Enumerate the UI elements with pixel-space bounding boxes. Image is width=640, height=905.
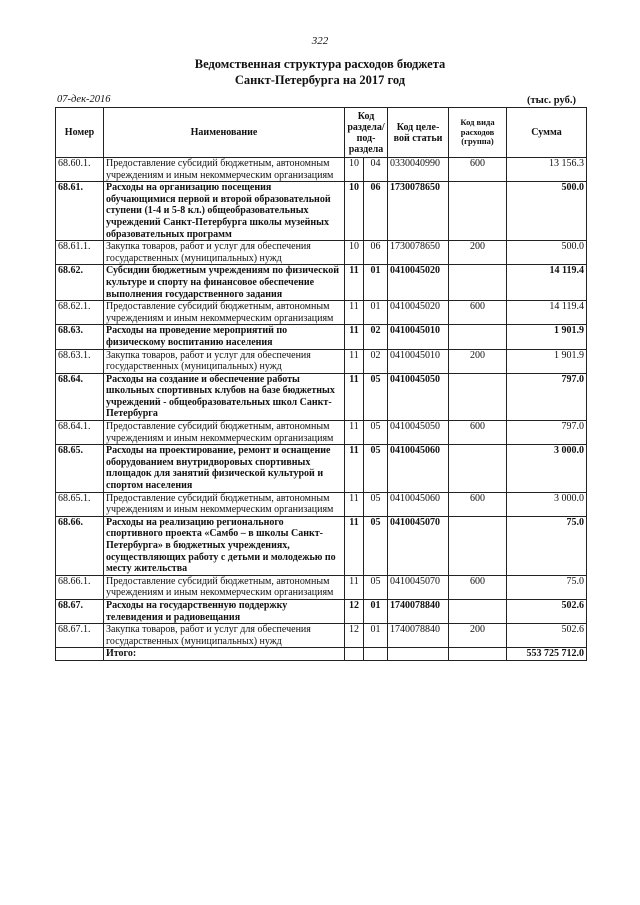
row-section-code: 11 — [345, 575, 364, 599]
row-amount: 797.0 — [507, 421, 587, 445]
page-number: 322 — [311, 35, 329, 47]
row-amount: 14 119.4 — [507, 301, 587, 325]
row-kind-code — [449, 516, 507, 575]
row-name: Расходы на проведение мероприятий по физическому воспитанию населения — [104, 325, 345, 349]
row-amount: 502.6 — [507, 624, 587, 648]
row-subsection-code: 01 — [364, 599, 388, 623]
row-kind-code: 600 — [449, 421, 507, 445]
row-name: Предоставление субсидий бюджетным, автономным учреждениям и иным некоммерческим организациям — [104, 575, 345, 599]
total-empty-cell — [345, 648, 364, 661]
row-name: Предоставление субсидий бюджетным, автономным учреждениям и иным некоммерческим организациям — [104, 492, 345, 516]
table-row — [56, 241, 587, 265]
row-target-code: 0410045010 — [388, 325, 449, 349]
row-target-code: 1730078650 — [388, 182, 449, 241]
row-section-code: 11 — [345, 516, 364, 575]
row-kind-code: 200 — [449, 349, 507, 373]
row-section-code: 11 — [345, 349, 364, 373]
row-number: 68.66. — [56, 516, 104, 575]
row-name: Субсидии бюджетным учреждениям по физической культуре и спорту на финансовое обеспечение выполнения государственного задания — [104, 265, 345, 301]
row-amount: 3 000.0 — [507, 445, 587, 492]
row-kind-code: 600 — [449, 492, 507, 516]
header-kind: Код вида расходов (группа) — [449, 108, 507, 158]
row-number: 68.61. — [56, 182, 104, 241]
row-subsection-code: 05 — [364, 373, 388, 420]
budget-table — [55, 107, 587, 661]
row-amount: 3 000.0 — [507, 492, 587, 516]
total-empty-cell — [388, 648, 449, 661]
row-amount: 1 901.9 — [507, 349, 587, 373]
row-section-code: 11 — [345, 445, 364, 492]
row-target-code: 0410045010 — [388, 349, 449, 373]
table-row — [56, 265, 587, 301]
row-section-code: 12 — [345, 599, 364, 623]
total-empty-cell — [449, 648, 507, 661]
total-row — [56, 648, 587, 661]
total-amount: 553 725 712.0 — [507, 648, 587, 661]
row-name: Закупка товаров, работ и услуг для обеспечения государственных (муниципальных) нужд — [104, 349, 345, 373]
row-kind-code — [449, 599, 507, 623]
row-amount: 500.0 — [507, 182, 587, 241]
row-target-code: 0410045070 — [388, 516, 449, 575]
row-name: Предоставление субсидий бюджетным, автономным учреждениям и иным некоммерческим организациям — [104, 301, 345, 325]
row-target-code: 0410045060 — [388, 445, 449, 492]
row-subsection-code: 01 — [364, 301, 388, 325]
row-number: 68.63. — [56, 325, 104, 349]
table-row — [56, 575, 587, 599]
row-name: Предоставление субсидий бюджетным, автономным учреждениям и иным некоммерческим организациям — [104, 421, 345, 445]
row-kind-code: 600 — [449, 158, 507, 182]
row-section-code: 11 — [345, 421, 364, 445]
row-number: 68.65. — [56, 445, 104, 492]
total-label: Итого: — [104, 648, 345, 661]
total-empty-cell — [364, 648, 388, 661]
row-amount: 75.0 — [507, 516, 587, 575]
row-section-code: 11 — [345, 325, 364, 349]
table-row — [56, 599, 587, 623]
row-number: 68.61.1. — [56, 241, 104, 265]
header-amount: Сумма — [507, 108, 587, 158]
row-section-code: 11 — [345, 301, 364, 325]
row-target-code: 0410045050 — [388, 421, 449, 445]
row-name: Расходы на государственную поддержку телевидения и радиовещания — [104, 599, 345, 623]
header-name: Наименование — [104, 108, 345, 158]
row-kind-code: 600 — [449, 575, 507, 599]
row-number: 68.62.1. — [56, 301, 104, 325]
row-kind-code: 200 — [449, 624, 507, 648]
table-row — [56, 325, 587, 349]
title-line-2: Санкт-Петербурга на 2017 год — [234, 73, 406, 87]
table-row — [56, 373, 587, 420]
row-kind-code — [449, 445, 507, 492]
row-number: 68.62. — [56, 265, 104, 301]
row-number: 68.66.1. — [56, 575, 104, 599]
row-number: 68.64.1. — [56, 421, 104, 445]
row-section-code: 11 — [345, 492, 364, 516]
row-target-code: 0410045050 — [388, 373, 449, 420]
row-section-code: 11 — [345, 265, 364, 301]
row-name: Расходы на создание и обеспечение работы школьных спортивных клубов на базе бюджетных учреждений - общеобразовательных школ Санкт-Петербурга — [104, 373, 345, 420]
row-amount: 502.6 — [507, 599, 587, 623]
row-amount: 75.0 — [507, 575, 587, 599]
row-target-code: 0410045020 — [388, 301, 449, 325]
table-row — [56, 516, 587, 575]
row-section-code: 10 — [345, 241, 364, 265]
document-date: 07-дек-2016 — [57, 94, 111, 105]
row-name: Расходы на проектирование, ремонт и оснащение оборудованием внутридворовых спортивных площадок для занятий физической культурой и спортом населения — [104, 445, 345, 492]
row-kind-code — [449, 373, 507, 420]
row-subsection-code: 05 — [364, 421, 388, 445]
table-row — [56, 301, 587, 325]
row-subsection-code: 02 — [364, 325, 388, 349]
row-subsection-code: 06 — [364, 182, 388, 241]
row-number: 68.60.1. — [56, 158, 104, 182]
row-amount: 1 901.9 — [507, 325, 587, 349]
header-section: Код раздела/ под- раздела — [345, 108, 388, 158]
row-amount: 14 119.4 — [507, 265, 587, 301]
row-name: Предоставление субсидий бюджетным, автономным учреждениям и иным некоммерческим организациям — [104, 158, 345, 182]
row-number: 68.67.1. — [56, 624, 104, 648]
row-subsection-code: 01 — [364, 265, 388, 301]
table-row — [56, 624, 587, 648]
row-name: Расходы на реализацию регионального спортивного проекта «Самбо – в школы Санкт-Петербурга» в бюджетных учреждениях, осуществляющих работу с детьми и молодежью по месту жительства — [104, 516, 345, 575]
table-header-row — [56, 108, 587, 158]
row-subsection-code: 05 — [364, 445, 388, 492]
table-row — [56, 182, 587, 241]
header-number: Номер — [56, 108, 104, 158]
row-subsection-code: 02 — [364, 349, 388, 373]
row-subsection-code: 04 — [364, 158, 388, 182]
row-subsection-code: 01 — [364, 624, 388, 648]
row-number: 68.63.1. — [56, 349, 104, 373]
units-label: (тыс. руб.) — [527, 95, 576, 106]
row-target-code: 0330040990 — [388, 158, 449, 182]
total-num-cell — [56, 648, 104, 661]
row-name: Расходы на организацию посещения обучающимися первой и второй образовательной ступени (1-4 и 5-8 кл.) общеобразовательных учреждений Санкт-Петербурга школы музейных образовательных программ — [104, 182, 345, 241]
row-target-code: 1740078840 — [388, 624, 449, 648]
row-number: 68.65.1. — [56, 492, 104, 516]
table-row — [56, 445, 587, 492]
row-section-code: 10 — [345, 158, 364, 182]
row-subsection-code: 06 — [364, 241, 388, 265]
row-kind-code: 600 — [449, 301, 507, 325]
table-row — [56, 421, 587, 445]
row-subsection-code: 05 — [364, 516, 388, 575]
row-section-code: 12 — [345, 624, 364, 648]
row-target-code: 0410045070 — [388, 575, 449, 599]
row-section-code: 11 — [345, 373, 364, 420]
row-kind-code — [449, 325, 507, 349]
row-kind-code — [449, 182, 507, 241]
row-amount: 500.0 — [507, 241, 587, 265]
row-subsection-code: 05 — [364, 492, 388, 516]
row-number: 68.67. — [56, 599, 104, 623]
row-amount: 13 156.3 — [507, 158, 587, 182]
row-name: Закупка товаров, работ и услуг для обеспечения государственных (муниципальных) нужд — [104, 624, 345, 648]
row-number: 68.64. — [56, 373, 104, 420]
table-row — [56, 158, 587, 182]
page-title — [0, 56, 640, 88]
row-amount: 797.0 — [507, 373, 587, 420]
row-name: Закупка товаров, работ и услуг для обеспечения государственных (муниципальных) нужд — [104, 241, 345, 265]
row-target-code: 0410045020 — [388, 265, 449, 301]
row-section-code: 10 — [345, 182, 364, 241]
row-target-code: 1730078650 — [388, 241, 449, 265]
table-row — [56, 349, 587, 373]
header-target: Код целе- вой статьи — [388, 108, 449, 158]
row-target-code: 1740078840 — [388, 599, 449, 623]
row-subsection-code: 05 — [364, 575, 388, 599]
title-line-1: Ведомственная структура расходов бюджета — [194, 57, 446, 71]
row-kind-code — [449, 265, 507, 301]
row-target-code: 0410045060 — [388, 492, 449, 516]
table-row — [56, 492, 587, 516]
row-kind-code: 200 — [449, 241, 507, 265]
